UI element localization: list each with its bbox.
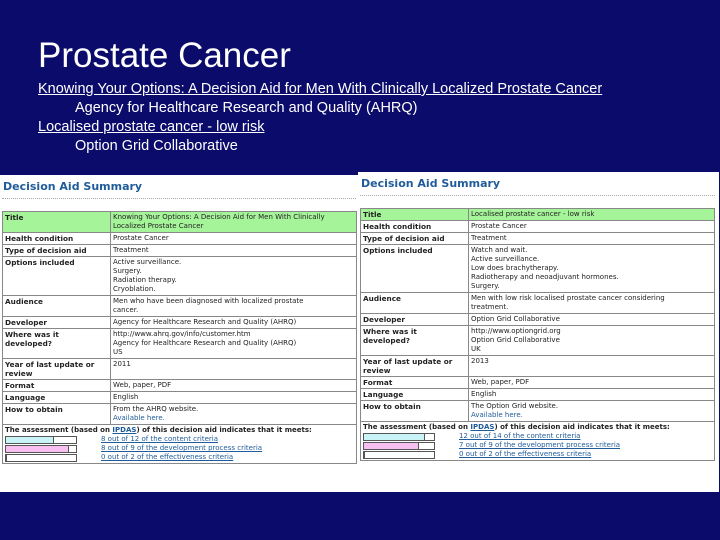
value-line: Agency for Healthcare Research and Quality (AHRQ) bbox=[113, 318, 297, 326]
row-label: Year of last update or review bbox=[3, 359, 111, 380]
ipdas-link[interactable]: IPDAS bbox=[112, 426, 137, 434]
row-label: Where was it developed? bbox=[361, 326, 469, 356]
table-row bbox=[3, 329, 357, 359]
value-line: Web, paper, PDF bbox=[113, 381, 172, 389]
table-row bbox=[3, 317, 357, 329]
value-line: Option Grid Collaborative bbox=[471, 336, 560, 344]
reference-author-ahrq: Agency for Healthcare Research and Quality (AHRQ) bbox=[75, 100, 418, 116]
value-line: Surgery. bbox=[471, 282, 500, 290]
reference-link-option-grid[interactable]: Localised prostate cancer - low risk bbox=[38, 119, 265, 135]
criteria-row bbox=[5, 444, 354, 453]
table-row bbox=[3, 233, 357, 245]
value-line: Active surveillance. bbox=[471, 255, 540, 263]
value-line: Radiotherapy and neoadjuvant hormones. bbox=[471, 273, 619, 281]
row-label: Audience bbox=[3, 296, 111, 317]
value-line: Treatment bbox=[113, 246, 149, 254]
value-line: Men who have been diagnosed with localized prostate bbox=[113, 297, 304, 305]
table-row bbox=[361, 356, 715, 377]
row-value bbox=[111, 404, 357, 425]
criteria-row bbox=[5, 453, 354, 462]
value-line: The Option Grid website. bbox=[471, 402, 559, 410]
row-value bbox=[111, 233, 357, 245]
value-line: Low does brachytherapy. bbox=[471, 264, 559, 272]
value-line: UK bbox=[471, 345, 481, 353]
criteria-link[interactable]: 8 out of 12 of the content criteria bbox=[101, 435, 219, 443]
value-line: Surgery. bbox=[113, 267, 142, 275]
ipdas-link[interactable]: IPDAS bbox=[470, 423, 495, 431]
row-label: Format bbox=[3, 380, 111, 392]
reference-author-option-grid: Option Grid Collaborative bbox=[75, 138, 238, 154]
criteria-progress-bar bbox=[363, 442, 435, 450]
assessment-row bbox=[361, 422, 715, 461]
row-value bbox=[469, 389, 715, 401]
criteria-link[interactable]: 8 out of 9 of the development process criteria bbox=[101, 444, 263, 452]
row-label: How to obtain bbox=[361, 401, 469, 422]
row-label: Format bbox=[361, 377, 469, 389]
value-line: Agency for Healthcare Research and Quality (AHRQ) bbox=[113, 339, 297, 347]
row-value bbox=[469, 221, 715, 233]
value-line: Watch and wait. bbox=[471, 246, 528, 254]
value-line: From the AHRQ website. bbox=[113, 405, 199, 413]
table-row bbox=[3, 380, 357, 392]
assessment-row bbox=[3, 425, 357, 464]
table-row bbox=[3, 212, 357, 233]
table-row bbox=[361, 233, 715, 245]
table-row bbox=[3, 257, 357, 296]
summary-heading: Decision Aid Summary bbox=[3, 180, 143, 193]
value-line: Active surveillance. bbox=[113, 258, 182, 266]
row-value bbox=[111, 380, 357, 392]
divider bbox=[360, 195, 715, 196]
row-value bbox=[469, 293, 715, 314]
criteria-row bbox=[363, 441, 712, 450]
available-here-link[interactable]: Available here. bbox=[113, 414, 165, 422]
criteria-row bbox=[363, 432, 712, 441]
value-line: Web, paper, PDF bbox=[471, 378, 530, 386]
value-line: Knowing Your Options: A Decision Aid for Men With Clinically bbox=[113, 213, 325, 221]
table-row bbox=[361, 245, 715, 293]
value-line: US bbox=[113, 348, 123, 356]
row-label: Developer bbox=[3, 317, 111, 329]
criteria-link[interactable]: 0 out of 2 of the effectiveness criteria bbox=[101, 453, 234, 461]
row-value bbox=[111, 392, 357, 404]
value-line: Prostate Cancer bbox=[113, 234, 169, 242]
value-line: Cryoblation. bbox=[113, 285, 156, 293]
value-line: Treatment bbox=[471, 234, 507, 242]
assessment-text: ) of this decision aid indicates that it meets: bbox=[136, 426, 312, 434]
row-value bbox=[469, 326, 715, 356]
criteria-progress-bar bbox=[5, 445, 77, 453]
summary-table bbox=[2, 211, 357, 464]
row-label: Language bbox=[361, 389, 469, 401]
value-line: English bbox=[471, 390, 497, 398]
table-row bbox=[3, 245, 357, 257]
slide-title: Prostate Cancer bbox=[38, 36, 291, 75]
row-label: Where was it developed? bbox=[3, 329, 111, 359]
row-value bbox=[469, 314, 715, 326]
table-row bbox=[3, 392, 357, 404]
criteria-row bbox=[363, 450, 712, 459]
row-label: Audience bbox=[361, 293, 469, 314]
value-line: treatment. bbox=[471, 303, 509, 311]
row-label: Options included bbox=[361, 245, 469, 293]
decision-aid-summary-ahrq bbox=[0, 175, 360, 492]
row-value bbox=[469, 209, 715, 221]
criteria-link[interactable]: 7 out of 9 of the development process criteria bbox=[459, 441, 621, 449]
criteria-link[interactable]: 0 out of 2 of the effectiveness criteria bbox=[459, 450, 592, 458]
value-line: http://www.ahrq.gov/info/customer.htm bbox=[113, 330, 251, 338]
row-value bbox=[111, 329, 357, 359]
assessment-text: The assessment (based on bbox=[5, 426, 113, 434]
table-row bbox=[3, 404, 357, 425]
row-label: Title bbox=[3, 212, 111, 233]
value-line: Option Grid Collaborative bbox=[471, 315, 560, 323]
assessment-text: ) of this decision aid indicates that it meets: bbox=[494, 423, 670, 431]
assessment-text: The assessment (based on bbox=[363, 423, 471, 431]
row-label: Health condition bbox=[3, 233, 111, 245]
row-label: How to obtain bbox=[3, 404, 111, 425]
value-line: cancer. bbox=[113, 306, 139, 314]
summary-table bbox=[360, 208, 715, 461]
table-row bbox=[361, 221, 715, 233]
criteria-progress-bar bbox=[363, 433, 435, 441]
divider bbox=[2, 198, 356, 199]
value-line: http://www.optiongrid.org bbox=[471, 327, 561, 335]
table-row bbox=[361, 389, 715, 401]
value-line: Radiation therapy. bbox=[113, 276, 177, 284]
row-value bbox=[111, 317, 357, 329]
row-value bbox=[111, 359, 357, 380]
decision-aid-summary-option-grid bbox=[358, 172, 719, 492]
reference-link-ahrq[interactable]: Knowing Your Options: A Decision Aid for Men With Clinically Localized Prostate Cancer bbox=[38, 81, 603, 97]
table-row bbox=[361, 377, 715, 389]
criteria-row bbox=[5, 435, 354, 444]
row-label: Title bbox=[361, 209, 469, 221]
table-row bbox=[361, 293, 715, 314]
criteria-progress-bar bbox=[5, 454, 77, 462]
criteria-link[interactable]: 12 out of 14 of the content criteria bbox=[459, 432, 581, 440]
row-label: Type of decision aid bbox=[3, 245, 111, 257]
value-line: Prostate Cancer bbox=[471, 222, 527, 230]
row-value bbox=[111, 257, 357, 296]
table-row bbox=[361, 401, 715, 422]
table-row bbox=[361, 314, 715, 326]
criteria-progress-bar bbox=[5, 436, 77, 444]
available-here-link[interactable]: Available here. bbox=[471, 411, 523, 419]
summary-heading: Decision Aid Summary bbox=[361, 177, 501, 190]
row-label: Health condition bbox=[361, 221, 469, 233]
row-label: Options included bbox=[3, 257, 111, 296]
row-label: Language bbox=[3, 392, 111, 404]
row-label: Developer bbox=[361, 314, 469, 326]
row-value bbox=[469, 377, 715, 389]
value-line: English bbox=[113, 393, 139, 401]
row-label: Year of last update or review bbox=[361, 356, 469, 377]
row-value bbox=[469, 233, 715, 245]
table-row bbox=[3, 359, 357, 380]
row-value bbox=[469, 245, 715, 293]
value-line: Localized Prostate Cancer bbox=[113, 222, 204, 230]
table-row bbox=[3, 296, 357, 317]
row-value bbox=[469, 356, 715, 377]
table-row bbox=[361, 326, 715, 356]
row-value bbox=[111, 296, 357, 317]
value-line: Localised prostate cancer - low risk bbox=[471, 210, 595, 218]
value-line: 2013 bbox=[471, 357, 489, 365]
value-line: Men with low risk localised prostate cancer considering bbox=[471, 294, 665, 302]
row-value bbox=[111, 212, 357, 233]
criteria-progress-bar bbox=[363, 451, 435, 459]
row-value bbox=[111, 245, 357, 257]
row-value bbox=[469, 401, 715, 422]
row-label: Type of decision aid bbox=[361, 233, 469, 245]
table-row bbox=[361, 209, 715, 221]
value-line: 2011 bbox=[113, 360, 131, 368]
